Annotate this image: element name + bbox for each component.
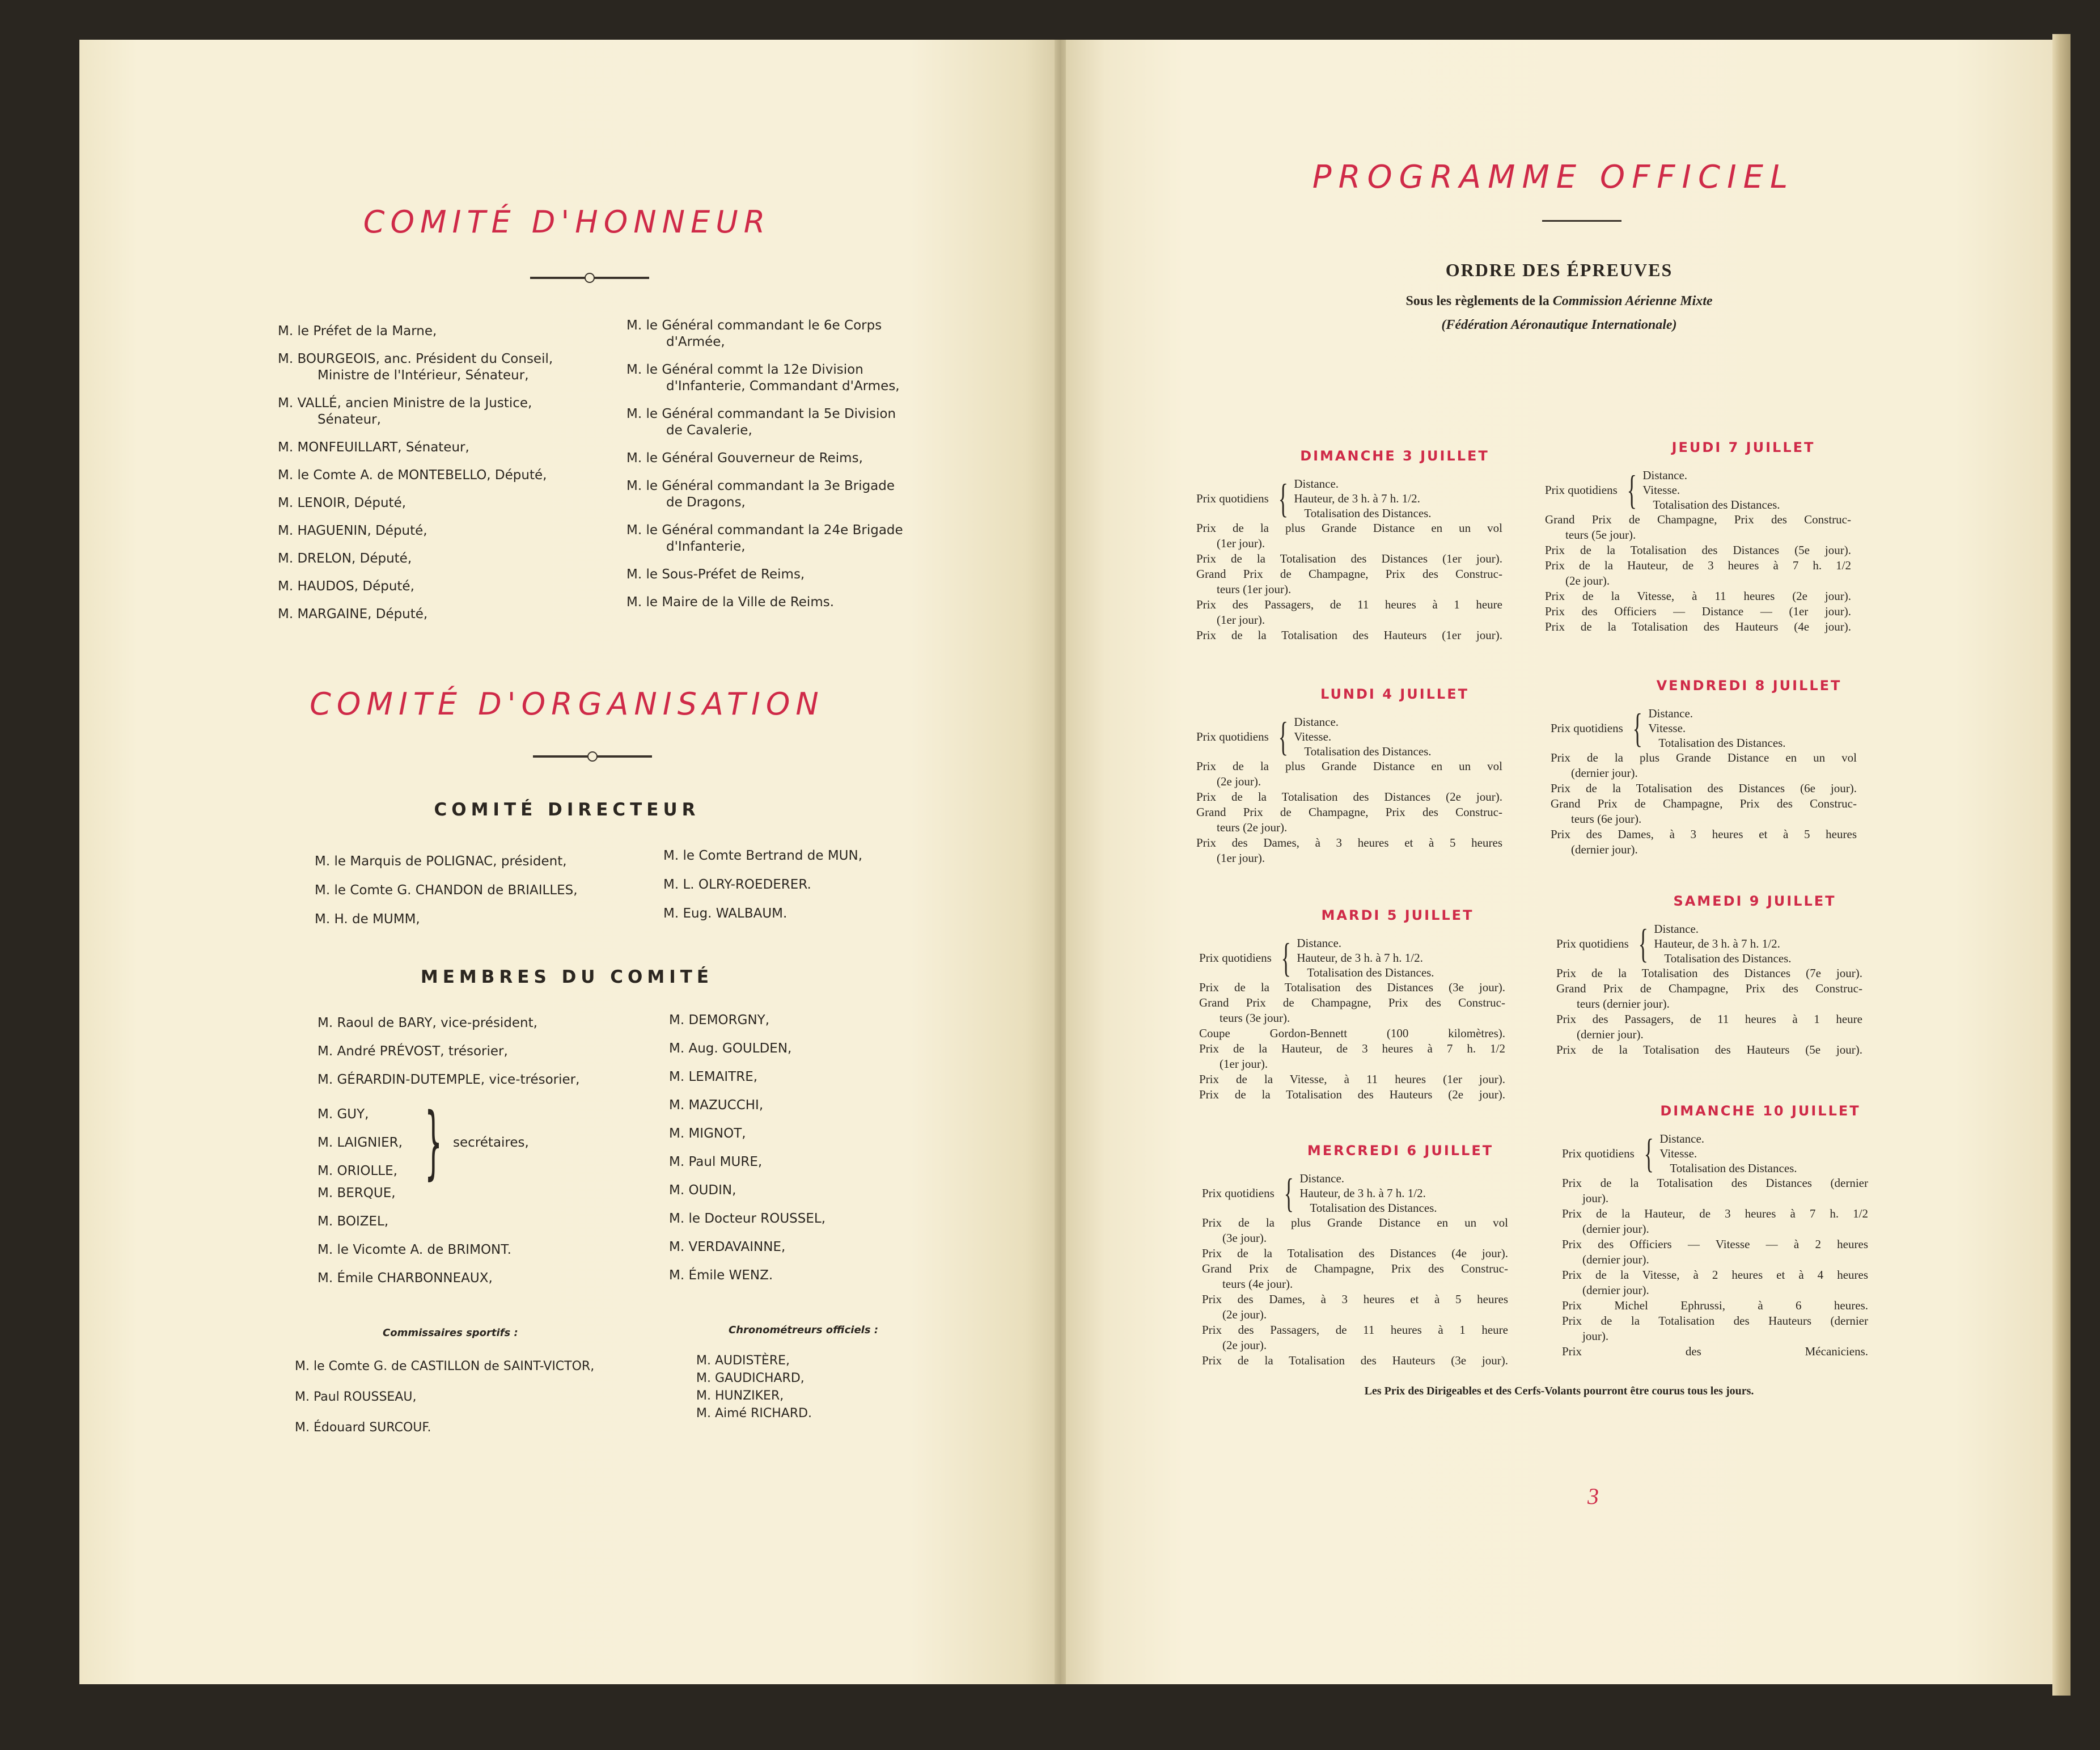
title-rule <box>1542 220 1621 222</box>
name-entry-continuation: Ministre de l'Intérieur, Sénateur, <box>317 368 529 383</box>
brace: { <box>1644 1131 1654 1176</box>
prix-quotidiens <box>1551 706 1857 750</box>
membres-column-1b <box>317 1185 669 1299</box>
prize-line: Prix Michel Ephrussi, à 6 heures. <box>1562 1299 1868 1312</box>
prize-line: Prix de la Totalisation des Distances (7e jour). <box>1556 966 1862 980</box>
prize-line: Prix de la Vitesse, à 11 heures (1er jour). <box>1199 1072 1505 1086</box>
name-entry: M. André PRÉVOST, trésorier, <box>317 1044 508 1059</box>
name-entry: M. Paul MURE, <box>669 1155 763 1169</box>
prix-option: Totalisation des Distances. <box>1670 1161 1797 1175</box>
name-entry-line: M. le Général commandant le 6e Corps <box>626 318 882 333</box>
name-entry: M. GÉRARDIN-DUTEMPLE, vice-trésorier, <box>317 1072 580 1087</box>
prize-entry <box>1196 628 1502 643</box>
prize-entry <box>1562 1298 1868 1313</box>
prix-quotidiens-options <box>1294 715 1431 759</box>
name-entry: M. le Comte Bertrand de MUN, <box>663 848 863 863</box>
prize-continuation: teurs (4e jour). <box>1222 1277 1293 1291</box>
prize-line: Prix de la Totalisation des Distances (4e jour). <box>1202 1246 1508 1260</box>
name-entry <box>278 439 618 456</box>
prize-line: Coupe Gordon-Bennett (100 kilomètres). <box>1199 1026 1505 1040</box>
name-entry <box>626 567 978 583</box>
brace: { <box>1278 714 1288 759</box>
page-number: 3 <box>1587 1483 1599 1509</box>
prix-quotidiens <box>1202 1171 1508 1215</box>
name-entry-continuation: Sénateur, <box>317 412 381 427</box>
prix-option: Totalisation des Distances. <box>1307 966 1434 979</box>
commission-name: Commission Aérienne Mixte <box>1552 294 1713 308</box>
name-entry-line: M. le Préfet de la Marne, <box>278 324 437 339</box>
prize-entry <box>1196 597 1502 628</box>
prix-option: Distance. <box>1648 707 1693 720</box>
right-page <box>1066 40 2052 1684</box>
name-entry-line: M. DRELON, Député, <box>278 551 412 566</box>
name-entry: M. Raoul de BARY, vice-président, <box>317 1016 537 1030</box>
name-entry: M. AUDISTÈRE, <box>696 1354 790 1368</box>
prix-quotidiens-label: Prix quotidiens <box>1196 729 1269 743</box>
name-entry: M. BOIZEL, <box>317 1214 389 1229</box>
prize-continuation: jour). <box>1582 1191 1609 1205</box>
prize-entry <box>1556 981 1862 1012</box>
prix-option: Totalisation des Distances. <box>1310 1201 1437 1215</box>
prize-entry <box>1196 567 1502 597</box>
name-entry-line: M. MARGAINE, Député, <box>278 607 428 622</box>
name-entry <box>626 522 978 555</box>
programme-officiel-title: PROGRAMME OFFICIEL <box>1312 159 1795 196</box>
prize-entry <box>1196 789 1502 805</box>
prize-entry <box>1545 589 1851 604</box>
brace: { <box>1632 705 1642 751</box>
prize-continuation: (dernier jour). <box>1582 1253 1649 1266</box>
reglement-prefix: Sous les règlements de la <box>1405 294 1553 308</box>
prix-option: Vitesse. <box>1648 721 1686 735</box>
name-entry: M. VERDAVAINNE, <box>669 1240 786 1254</box>
name-entry <box>626 594 978 611</box>
prize-line: Prix de la Totalisation des Distances (6e jour). <box>1551 781 1857 795</box>
prix-quotidiens <box>1556 922 1862 966</box>
secretaires-label: secrétaires, <box>453 1135 529 1150</box>
prize-entry <box>1545 619 1851 635</box>
prix-quotidiens-label: Prix quotidiens <box>1199 950 1272 965</box>
prize-continuation: (dernier jour). <box>1571 843 1638 856</box>
prize-continuation: (2e jour). <box>1222 1338 1267 1352</box>
prize-entry <box>1199 1087 1505 1102</box>
name-entry-line: M. le Comte A. de MONTEBELLO, Député, <box>278 468 547 483</box>
prix-quotidiens-label: Prix quotidiens <box>1562 1146 1635 1160</box>
day-title: JEUDI 7 JUILLET <box>1671 439 1815 455</box>
prize-entry <box>1562 1176 1868 1206</box>
prix-quotidiens-options <box>1648 706 1785 750</box>
name-entry <box>278 523 618 539</box>
prix-quotidiens-options <box>1299 1171 1437 1215</box>
prix-option: Distance. <box>1654 922 1699 936</box>
name-entry-line: M. le Général Gouverneur de Reims, <box>626 451 863 466</box>
day-title: MARDI 5 JUILLET <box>1321 907 1474 923</box>
directeur-column-2 <box>663 848 981 935</box>
prize-line: Prix des Passagers, de 11 heures à 1 heure <box>1556 1012 1862 1026</box>
name-entry-line: M. BOURGEOIS, anc. Président du Conseil, <box>278 352 553 366</box>
prize-line: Prix de la Totalisation des Hauteurs (3e jour). <box>1202 1354 1508 1367</box>
day-title: MERCREDI 6 JUILLET <box>1307 1143 1494 1159</box>
name-entry: M. H. de MUMM, <box>315 912 420 927</box>
prize-line: Grand Prix de Champagne, Prix des Construc- <box>1202 1262 1508 1275</box>
prize-line: Grand Prix de Champagne, Prix des Construc- <box>1551 797 1857 810</box>
prize-entry <box>1196 805 1502 835</box>
day-title: LUNDI 4 JUILLET <box>1320 686 1469 702</box>
prize-line: Grand Prix de Champagne, Prix des Construc- <box>1556 982 1862 995</box>
prix-option: Vitesse. <box>1659 1147 1697 1160</box>
federation-line: (Fédération Aéronautique Internationale) <box>1441 318 1677 332</box>
day-schedule <box>1202 1171 1508 1368</box>
prize-line: Prix de la plus Grande Distance en un vol <box>1551 751 1857 764</box>
name-entry: M. LEMAITRE, <box>669 1070 758 1084</box>
comite-organisation-title: COMITÉ D'ORGANISATION <box>310 686 824 722</box>
prize-entry <box>1545 543 1851 558</box>
name-entry: M. le Vicomte A. de BRIMONT. <box>317 1242 511 1257</box>
prix-quotidiens-options <box>1297 936 1434 980</box>
prix-quotidiens-options <box>1642 468 1780 512</box>
comite-honneur-title: COMITÉ D'HONNEUR <box>363 204 771 240</box>
name-entry: M. BERQUE, <box>317 1186 396 1201</box>
name-entry: M. le Docteur ROUSSEL, <box>669 1211 826 1226</box>
prize-continuation: (dernier jour). <box>1577 1028 1644 1041</box>
name-entry-line: M. HAGUENIN, Député, <box>278 523 427 538</box>
brace: { <box>1638 921 1648 966</box>
name-entry: M. Émile CHARBONNEAUX, <box>317 1271 493 1286</box>
prize-line: Prix de la Vitesse, à 2 heures et à 4 heures <box>1562 1268 1868 1282</box>
prize-line: Prix de la Hauteur, de 3 heures à 7 h. 1/2 <box>1545 559 1851 572</box>
prix-quotidiens-label: Prix quotidiens <box>1202 1186 1275 1200</box>
name-entry-continuation: d'Infanterie, Commandant d'Armes, <box>666 379 900 394</box>
prize-entry <box>1202 1261 1508 1292</box>
prize-entry <box>1545 512 1851 543</box>
prize-line: Grand Prix de Champagne, Prix des Construc- <box>1545 513 1851 526</box>
name-entry <box>278 606 618 623</box>
prix-option: Totalisation des Distances. <box>1664 952 1792 965</box>
day-title: DIMANCHE 3 JUILLET <box>1300 448 1489 464</box>
name-entry <box>626 362 978 395</box>
name-entry: M. HUNZIKER, <box>696 1389 784 1403</box>
prize-continuation: (1er jour). <box>1217 851 1265 865</box>
membres-comite-title: MEMBRES DU COMITÉ <box>420 967 714 987</box>
name-entry: M. le Comte G. CHANDON de BRIAILLES, <box>315 883 578 898</box>
prize-continuation: teurs (5e jour). <box>1565 528 1636 542</box>
prize-line: Prix des Dames, à 3 heures et à 5 heures <box>1551 827 1857 841</box>
prize-line: Grand Prix de Champagne, Prix des Construc- <box>1199 996 1505 1009</box>
prize-continuation: (dernier jour). <box>1582 1222 1649 1236</box>
prize-entry <box>1196 759 1502 789</box>
name-entry: M. GAUDICHARD, <box>696 1371 805 1385</box>
prize-entry <box>1562 1267 1868 1298</box>
left-page <box>79 40 1055 1684</box>
name-entry <box>278 551 618 567</box>
prize-entry <box>1551 781 1857 796</box>
name-entry: M. le Marquis de POLIGNAC, président, <box>315 854 567 869</box>
prize-line: Prix des Passagers, de 11 heures à 1 heure <box>1196 598 1502 611</box>
membres-column-2 <box>669 1012 987 1296</box>
prize-entry <box>1556 966 1862 981</box>
prize-entry <box>1196 521 1502 551</box>
day-title: DIMANCHE 10 JUILLET <box>1660 1103 1861 1119</box>
footer-note: Les Prix des Dirigeables et des Cerfs-Volants pourront être courus tous les jours. <box>1364 1385 1754 1397</box>
name-entry: M. Édouard SURCOUF. <box>295 1421 431 1435</box>
prize-entry <box>1202 1353 1508 1368</box>
prize-line: Prix de la Hauteur, de 3 heures à 7 h. 1/2 <box>1562 1207 1868 1220</box>
prix-option: Distance. <box>1294 715 1339 729</box>
prize-line: Prix de la Totalisation des Distances (1er jour). <box>1196 552 1502 565</box>
prize-continuation: (2e jour). <box>1565 574 1610 587</box>
secretaire-name: M. ORIOLLE, <box>317 1164 397 1178</box>
prix-option: Distance. <box>1294 477 1339 491</box>
prix-option: Distance. <box>1299 1172 1345 1185</box>
prize-line: Grand Prix de Champagne, Prix des Construc- <box>1196 805 1502 819</box>
page-edge <box>2052 34 2071 1696</box>
name-entry: M. DEMORGNY, <box>669 1013 770 1028</box>
name-entry-line: M. HAUDOS, Député, <box>278 579 414 594</box>
prize-entry <box>1545 604 1851 619</box>
name-entry-line: M. le Général commandant la 3e Brigade <box>626 479 895 493</box>
brace: { <box>1284 1170 1294 1216</box>
prize-entry <box>1196 551 1502 567</box>
prize-line: Prix de la Totalisation des Distances (3e jour). <box>1199 980 1505 994</box>
name-entry-continuation: d'Armée, <box>666 335 725 349</box>
prix-option: Vitesse. <box>1642 483 1680 497</box>
prize-continuation: teurs (6e jour). <box>1571 812 1642 826</box>
prize-line: Prix de la Totalisation des Hauteurs (1er jour). <box>1196 628 1502 642</box>
prize-continuation: (dernier jour). <box>1582 1283 1649 1297</box>
prize-line: Grand Prix de Champagne, Prix des Construc- <box>1196 567 1502 581</box>
day-schedule <box>1199 936 1505 1102</box>
prize-continuation: teurs (3e jour). <box>1220 1011 1290 1025</box>
prize-continuation: teurs (dernier jour). <box>1577 997 1670 1011</box>
prix-option: Totalisation des Distances. <box>1658 736 1786 750</box>
day-title: VENDREDI 8 JUILLET <box>1656 678 1842 694</box>
prix-option: Distance. <box>1659 1132 1705 1145</box>
prize-continuation: (1er jour). <box>1217 613 1265 627</box>
prize-entry <box>1556 1012 1862 1042</box>
commissaires-list <box>295 1358 692 1450</box>
name-entry: M. L. OLRY-ROEDERER. <box>663 877 811 892</box>
prize-line: Prix de la Hauteur, de 3 heures à 7 h. 1/2 <box>1199 1042 1505 1055</box>
day-schedule <box>1545 468 1851 635</box>
prize-line: Prix des Dames, à 3 heures et à 5 heures <box>1202 1292 1508 1306</box>
prix-option: Hauteur, de 3 h. à 7 h. 1/2. <box>1294 492 1420 505</box>
prix-quotidiens <box>1545 468 1851 512</box>
day-schedule <box>1562 1131 1868 1359</box>
prix-option: Hauteur, de 3 h. à 7 h. 1/2. <box>1299 1186 1426 1200</box>
name-entry-line: M. VALLÉ, ancien Ministre de la Justice, <box>278 396 532 411</box>
name-entry <box>278 351 618 384</box>
prize-line: Prix des Dames, à 3 heures et à 5 heures <box>1196 836 1502 849</box>
prix-quotidiens <box>1196 715 1502 759</box>
prize-continuation: (1er jour). <box>1217 536 1265 550</box>
name-entry <box>626 478 978 511</box>
name-entry-line: M. MONFEUILLART, Sénateur, <box>278 440 469 455</box>
name-entry-line: M. le Général commandant la 24e Brigade <box>626 523 903 538</box>
prize-line: Prix de la Totalisation des Hauteurs (dernier <box>1562 1314 1868 1328</box>
prize-line: Prix de la Totalisation des Hauteurs (5e jour). <box>1556 1043 1862 1056</box>
prize-entry <box>1199 1041 1505 1072</box>
name-entry: M. Aug. GOULDEN, <box>669 1041 792 1056</box>
prize-continuation: jour). <box>1582 1329 1609 1343</box>
prize-entry <box>1199 1026 1505 1041</box>
prize-entry <box>1202 1215 1508 1246</box>
prix-option: Totalisation des Distances. <box>1653 498 1780 512</box>
prize-entry <box>1199 980 1505 995</box>
name-entry-line: M. le Général commt la 12e Division <box>626 362 863 377</box>
prize-line: Prix de la Totalisation des Distances (2e jour). <box>1196 790 1502 804</box>
commissaires-title: Commissaires sportifs : <box>383 1327 518 1339</box>
secretaire-name: M. LAIGNIER, <box>317 1135 403 1150</box>
day-schedule <box>1196 476 1502 643</box>
name-entry: M. MIGNOT, <box>669 1126 746 1141</box>
directeur-column-1 <box>315 853 666 940</box>
prize-continuation: (dernier jour). <box>1571 766 1638 780</box>
prize-entry <box>1545 558 1851 589</box>
prix-option: Distance. <box>1642 468 1688 482</box>
name-entry: M. le Comte G. de CASTILLON de SAINT-VICTOR, <box>295 1359 595 1373</box>
name-entry-line: M. le Sous-Préfet de Reims, <box>626 567 805 582</box>
prize-entry <box>1562 1313 1868 1344</box>
prize-continuation: (2e jour). <box>1217 775 1261 788</box>
prize-line: Prix de la Totalisation des Hauteurs (4e jour). <box>1545 620 1851 633</box>
prix-quotidiens-label: Prix quotidiens <box>1556 936 1629 950</box>
ornament-divider <box>533 755 652 758</box>
brace: { <box>1627 467 1637 513</box>
prize-line: Prix de la Totalisation des Distances (5e jour). <box>1545 543 1851 557</box>
name-entry: M. MAZUCCHI, <box>669 1098 764 1113</box>
comite-directeur-title: COMITÉ DIRECTEUR <box>434 800 700 820</box>
prix-quotidiens <box>1196 476 1502 521</box>
brace: { <box>1281 935 1291 980</box>
prize-line: Prix des Officiers — Vitesse — à 2 heures <box>1562 1237 1868 1251</box>
chronometreurs-title: Chronométreurs officiels : <box>729 1324 879 1336</box>
day-schedule <box>1196 715 1502 866</box>
prize-entry <box>1556 1042 1862 1058</box>
secretaires-list <box>317 1100 403 1185</box>
day-schedule <box>1556 922 1862 1058</box>
prix-option: Totalisation des Distances. <box>1304 745 1432 758</box>
name-entry: M. Aimé RICHARD. <box>696 1406 812 1421</box>
prize-line: Prix de la plus Grande Distance en un vol <box>1196 759 1502 773</box>
name-entry: M. OUDIN, <box>669 1183 736 1198</box>
prize-line: Prix des Mécaniciens. <box>1562 1345 1868 1358</box>
name-entry <box>626 318 978 350</box>
name-entry <box>278 578 618 595</box>
prize-continuation: (3e jour). <box>1222 1231 1267 1245</box>
honneur-column-1 <box>278 323 618 634</box>
prize-entry <box>1202 1322 1508 1353</box>
prix-quotidiens-options <box>1659 1131 1797 1176</box>
brace: } <box>424 1096 443 1189</box>
prize-entry <box>1202 1292 1508 1322</box>
prix-option: Hauteur, de 3 h. à 7 h. 1/2. <box>1654 937 1780 950</box>
prize-line: Prix de la Totalisation des Hauteurs (2e jour). <box>1199 1088 1505 1101</box>
name-entry <box>278 395 618 428</box>
prix-quotidiens <box>1562 1131 1868 1176</box>
prix-option: Vitesse. <box>1294 730 1332 743</box>
prize-line: Prix de la Totalisation des Distances (dernier <box>1562 1176 1868 1190</box>
prize-entry <box>1562 1237 1868 1267</box>
prize-continuation: (1er jour). <box>1220 1057 1268 1071</box>
name-entry: M. Paul ROUSSEAU, <box>295 1390 417 1404</box>
name-entry <box>278 495 618 512</box>
name-entry-line: M. LENOIR, Député, <box>278 496 407 510</box>
prix-quotidiens-options <box>1654 922 1791 966</box>
name-entry <box>626 450 978 467</box>
name-entry-line: M. le Général commandant la 5e Division <box>626 407 896 421</box>
prize-line: Prix de la plus Grande Distance en un vol <box>1202 1216 1508 1229</box>
chronometreurs-list <box>696 1352 980 1423</box>
reglement-line <box>1066 294 2052 309</box>
prize-line: Prix de la plus Grande Distance en un vol <box>1196 521 1502 535</box>
prize-entry <box>1562 1344 1868 1359</box>
secretaire-name: M. GUY, <box>317 1107 369 1122</box>
name-entry: M. Eug. WALBAUM. <box>663 906 787 921</box>
name-entry-line: M. le Maire de la Ville de Reims. <box>626 595 835 610</box>
prix-quotidiens-options <box>1294 476 1431 521</box>
prix-quotidiens-label: Prix quotidiens <box>1551 721 1623 735</box>
prize-continuation: (2e jour). <box>1222 1308 1267 1321</box>
prize-continuation: teurs (2e jour). <box>1217 821 1288 834</box>
honneur-column-2 <box>626 318 978 622</box>
prize-line: Prix des Passagers, de 11 heures à 1 heure <box>1202 1323 1508 1337</box>
ornament-divider <box>530 277 649 279</box>
prize-line: Prix des Officiers — Distance — (1er jour). <box>1545 605 1851 618</box>
name-entry: M. Émile WENZ. <box>669 1268 773 1283</box>
name-entry <box>278 467 618 484</box>
prix-quotidiens-label: Prix quotidiens <box>1196 491 1269 505</box>
prize-entry <box>1551 796 1857 827</box>
prix-option: Hauteur, de 3 h. à 7 h. 1/2. <box>1297 951 1423 965</box>
prix-quotidiens-label: Prix quotidiens <box>1545 483 1618 497</box>
membres-column-1 <box>317 1015 669 1100</box>
day-schedule <box>1551 706 1857 857</box>
prize-entry <box>1562 1206 1868 1237</box>
secretaires-group <box>317 1096 669 1189</box>
prize-entry <box>1196 835 1502 866</box>
name-entry-continuation: de Dragons, <box>666 495 746 510</box>
prize-entry <box>1202 1246 1508 1261</box>
prize-entry <box>1199 995 1505 1026</box>
prize-entry <box>1551 827 1857 857</box>
prize-entry <box>1551 750 1857 781</box>
day-title: SAMEDI 9 JUILLET <box>1673 893 1836 909</box>
prix-option: Distance. <box>1297 936 1342 950</box>
ordre-des-epreuves: ORDRE DES ÉPREUVES <box>1445 260 1673 280</box>
prize-line: Prix de la Vitesse, à 11 heures (2e jour). <box>1545 589 1851 603</box>
prize-continuation: teurs (1er jour). <box>1217 582 1292 596</box>
prix-quotidiens <box>1199 936 1505 980</box>
brace: { <box>1278 476 1288 521</box>
prize-entry <box>1199 1072 1505 1087</box>
name-entry <box>626 406 978 439</box>
prix-option: Totalisation des Distances. <box>1304 506 1432 520</box>
name-entry-continuation: d'Infanterie, <box>666 539 746 554</box>
name-entry-continuation: de Cavalerie, <box>666 423 752 438</box>
name-entry <box>278 323 618 340</box>
